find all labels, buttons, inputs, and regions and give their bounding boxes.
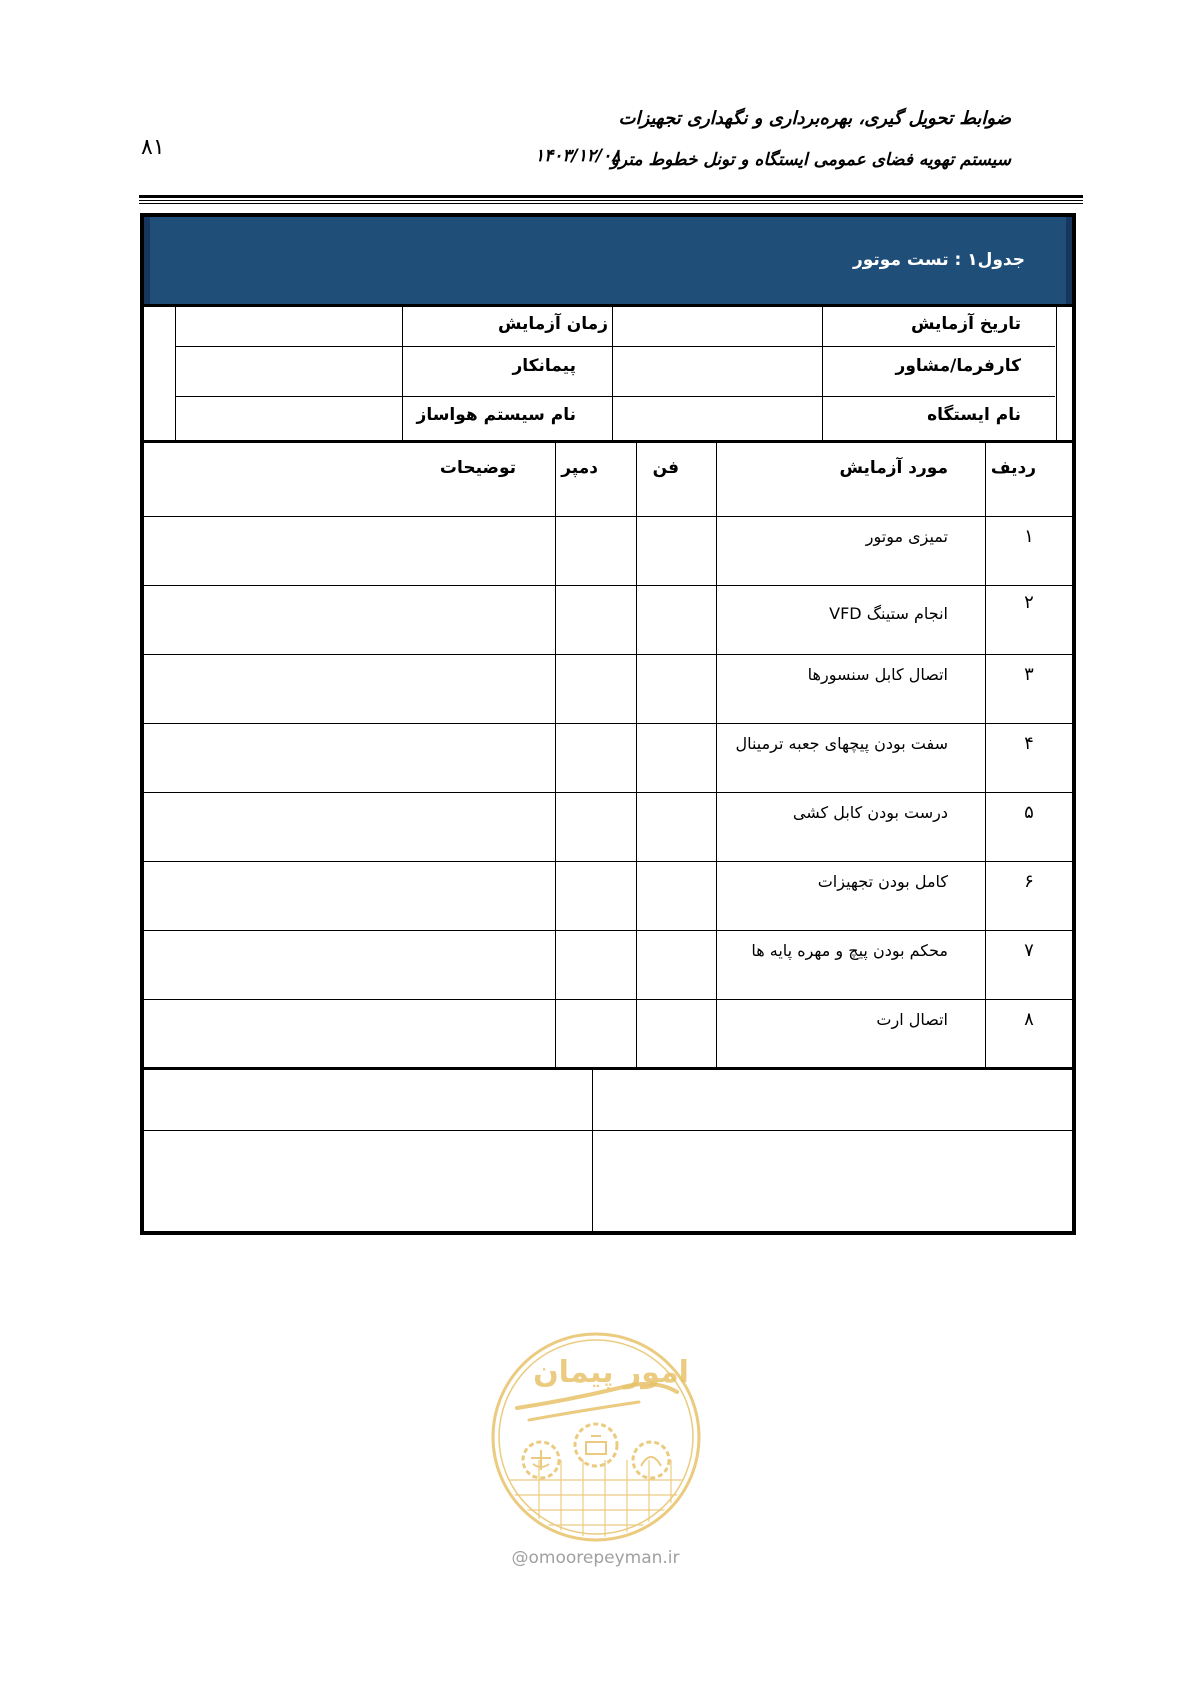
header-rule-thin-1 [139, 200, 1083, 201]
row-number: ۸ [1024, 1009, 1034, 1030]
row-line-3 [144, 723, 1072, 724]
row-line-1 [144, 585, 1072, 586]
row-number: ۶ [1024, 871, 1034, 892]
header-rule-thick [139, 195, 1083, 198]
row-number: ۷ [1024, 940, 1034, 961]
test-time-label: زمان آزمایش [497, 314, 608, 334]
test-item: کامل بودن تجهیزات [817, 872, 948, 891]
document-date: ۱۴۰۳/۱۲/۰۸ [535, 146, 621, 166]
test-item: اتصال کابل سنسورها [807, 665, 948, 684]
header-rule-thin-2 [139, 203, 1083, 204]
test-item: اتصال ارت [876, 1010, 948, 1029]
omoore-peyman-stamp [489, 1330, 703, 1544]
col-line-damper [636, 443, 637, 1067]
col-line-notes [555, 443, 556, 1067]
row-line-2 [144, 654, 1072, 655]
row-number: ۲ [1024, 592, 1034, 613]
test-item: سفت بودن پیچهای جعبه ترمینال [735, 734, 948, 753]
info-grid-vline-3 [612, 307, 613, 440]
row-number: ۳ [1024, 664, 1034, 685]
row-line-7 [144, 999, 1072, 1000]
page-number: ۸۱ [141, 135, 165, 160]
test-item: انجام ستینگ VFD [829, 604, 948, 623]
signature-row-line [144, 1130, 1072, 1131]
col-header-row: ردیف [990, 458, 1036, 478]
col-line-fan [716, 443, 717, 1067]
col-header-fan: فن [652, 458, 679, 478]
info-grid-bottom [144, 440, 1072, 443]
document-subtitle: سیستم تهویه فضای عمومی ایستگاه و تونل خطوط مترو [610, 150, 1011, 170]
col-line-item [985, 443, 986, 1067]
info-grid-vline-5 [1056, 307, 1057, 440]
info-grid-line-1 [175, 346, 1055, 347]
info-grid-vline-1 [175, 307, 176, 440]
test-item: محکم بودن پیچ و مهره پایه ها [751, 941, 948, 960]
signature-col-line [592, 1070, 593, 1231]
info-grid-top [144, 304, 1072, 307]
info-grid-line-2 [175, 396, 1055, 397]
row-line-5 [144, 861, 1072, 862]
row-number: ۵ [1024, 802, 1034, 823]
info-grid-vline-2 [402, 307, 403, 440]
test-date-label: تاریخ آزمایش [910, 314, 1021, 334]
test-item: تمیزی موتور [865, 527, 948, 546]
info-grid-vline-4 [822, 307, 823, 440]
row-line-6 [144, 930, 1072, 931]
test-item: درست بودن کابل کشی [792, 803, 948, 822]
row-line-4 [144, 792, 1072, 793]
website-link[interactable]: @omoorepeyman.ir [511, 1548, 680, 1568]
table-caption: جدول۱ : تست موتور [852, 250, 1025, 270]
checklist-bottom-line [144, 1067, 1072, 1070]
table-caption-banner [144, 217, 1072, 304]
employer-label: کارفرما/مشاور [895, 356, 1021, 376]
document-title: ضوابط تحویل گیری، بهره‌برداری و نگهداری تجهیزات [618, 108, 1011, 129]
contractor-label: پیمانکار [512, 356, 576, 376]
col-header-item: مورد آزمایش [839, 458, 948, 478]
col-header-notes: توضیحات [439, 458, 516, 478]
row-number: ۱ [1024, 526, 1034, 547]
system-name-label: نام سیستم هواساز [416, 405, 576, 425]
checklist-header-line [144, 516, 1072, 517]
row-number: ۴ [1024, 733, 1034, 754]
stamp-text: امور پیمان [533, 1355, 689, 1390]
station-name-label: نام ایستگاه [927, 405, 1021, 425]
col-header-damper: دمپر [561, 458, 598, 478]
